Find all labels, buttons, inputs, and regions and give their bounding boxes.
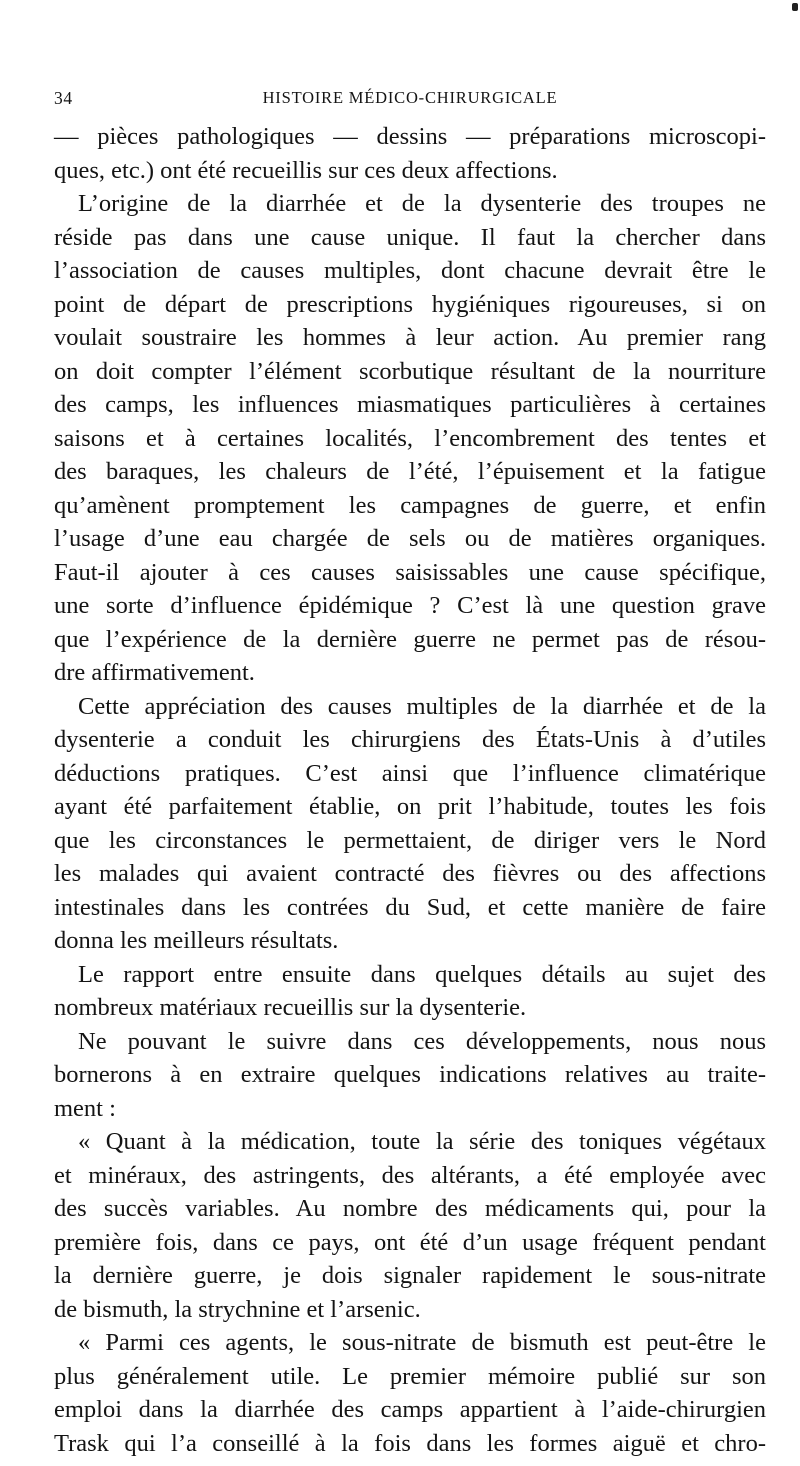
text-line: la dernière guerre, je dois signaler rapidement le sous-nitrate — [54, 1262, 766, 1289]
text-line: ment : — [54, 1094, 116, 1122]
text-line: que l’expérience de la dernière guerre ne permet pas de résou- — [54, 625, 766, 653]
body-text — [54, 120, 766, 1460]
page-number: 34 — [54, 88, 73, 108]
text-line: qu’amènent promptement les campagnes de guerre, et enfin — [54, 491, 766, 519]
page-header — [54, 84, 766, 114]
text-line: première fois, dans ce pays, ont été d’un usage fréquent pendant — [54, 1228, 766, 1256]
text-line: bornerons à en extraire quelques indications relatives au traite- — [54, 1061, 766, 1088]
text-line: Trask qui l’a conseillé à la fois dans les formes aiguë et chro- — [54, 1429, 766, 1457]
text-line: et minéraux, des astringents, des altérants, a été employée avec — [54, 1161, 766, 1189]
text-line: une sorte d’influence épidémique ? C’est là une question grave — [54, 592, 766, 619]
text-line: l’usage d’une eau chargée de sels ou de matières organiques. — [54, 525, 766, 552]
text-line: que les circonstances le permettaient, de diriger vers le Nord — [54, 826, 766, 854]
text-line: déductions pratiques. C’est ainsi que l’influence climatérique — [54, 759, 766, 787]
text-line: des camps, les influences miasmatiques particulières à certaines — [54, 391, 766, 418]
text-line: des succès variables. Au nombre des médicaments qui, pour la — [54, 1195, 766, 1222]
text-line: ques, etc.) ont été recueillis sur ces deux affections. — [54, 156, 558, 184]
text-line: ayant été parfaitement établie, on prit l’habitude, toutes les fois — [54, 793, 766, 820]
text-line: on doit compter l’élément scorbutique résultant de la nourriture — [54, 357, 766, 385]
text-line: — pièces pathologiques — dessins — préparations microscopi- — [54, 123, 766, 150]
text-line: saisons et à certaines localités, l’encombrement des tentes et — [54, 424, 766, 452]
text-line: des baraques, les chaleurs de l’été, l’épuisement et la fatigue — [54, 458, 766, 485]
page-edge-speck — [792, 3, 798, 11]
running-title: HISTOIRE MÉDICO-CHIRURGICALE — [262, 88, 558, 107]
book-page — [54, 84, 766, 1460]
text-line: Cette appréciation des causes multiples de la diarrhée et de la — [78, 692, 766, 720]
text-line: les malades qui avaient contracté des fièvres ou des affections — [54, 860, 766, 887]
text-line: donna les meilleurs résultats. — [54, 927, 339, 954]
text-line: plus généralement utile. Le premier mémoire publié sur son — [54, 1362, 766, 1390]
text-line: emploi dans la diarrhée des camps appartient à l’aide-chirurgien — [54, 1396, 766, 1423]
text-line: Le rapport entre ensuite dans quelques détails au sujet des — [78, 960, 766, 988]
text-line: L’origine de la diarrhée et de la dysenterie des troupes ne — [78, 190, 766, 217]
text-line: Ne pouvant le suivre dans ces développements, nous nous — [78, 1027, 766, 1055]
text-line: dysenterie a conduit les chirurgiens des États-Unis à d’utiles — [54, 726, 766, 753]
text-line: dre affirmativement. — [54, 659, 255, 686]
text-line: point de départ de prescriptions hygiéniques rigoureuses, si on — [54, 290, 766, 318]
text-line: « Quant à la médication, toute la série des toniques végétaux — [78, 1128, 766, 1155]
text-line: réside pas dans une cause unique. Il faut la chercher dans — [54, 223, 766, 251]
text-line: Faut-il ajouter à ces causes saisissables une cause spécifique, — [54, 558, 766, 586]
text-line: l’association de causes multiples, dont chacune devrait être le — [54, 257, 766, 284]
text-line: nombreux matériaux recueillis sur la dysenterie. — [54, 994, 527, 1021]
text-line: voulait soustraire les hommes à leur action. Au premier rang — [54, 324, 766, 351]
text-line: « Parmi ces agents, le sous-nitrate de bismuth est peut-être le — [78, 1329, 766, 1356]
text-line: intestinales dans les contrées du Sud, et cette manière de faire — [54, 893, 766, 921]
text-line: de bismuth, la strychnine et l’arsenic. — [54, 1295, 421, 1323]
